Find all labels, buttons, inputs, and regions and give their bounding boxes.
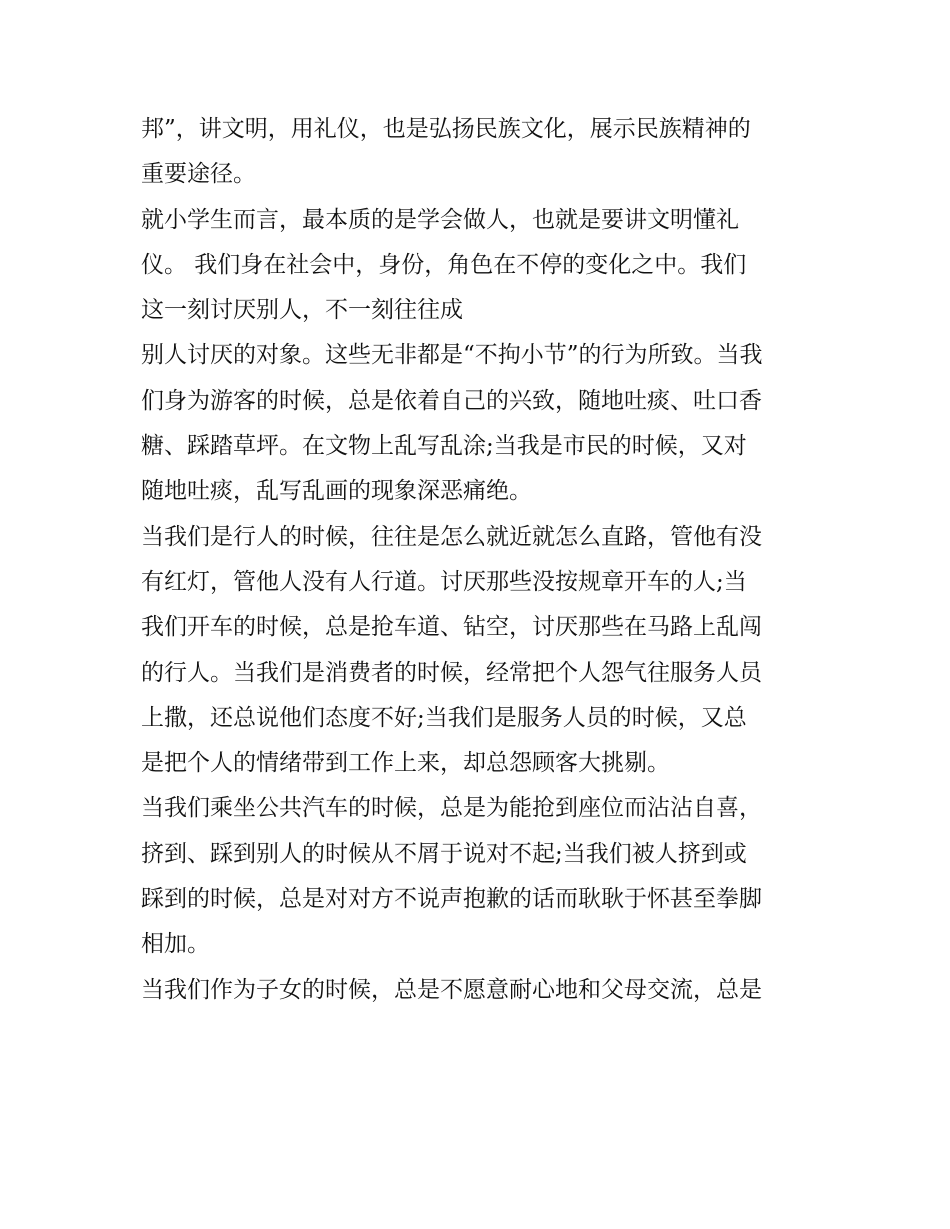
- text-line: 当我们作为子女的时候，总是不愿意耐心地和父母交流，总是: [141, 976, 762, 1003]
- text-line: 上撒，还总说他们态度不好;当我们是服务人员的时候，又总: [141, 704, 747, 731]
- body-text: [141, 107, 821, 1013]
- text-line: 挤到、踩到别人的时候从不屑于说对不起;当我们被人挤到或: [141, 840, 747, 867]
- text-line: 当我们是行人的时候，往往是怎么就近就怎么直路，管他有没: [141, 523, 762, 550]
- text-line: 就小学生而言，最本质的是学会做人，也就是要讲文明懂礼: [141, 206, 739, 233]
- text-line: 仪。 我们身在社会中，身份，角色在不停的变化之中。我们: [141, 251, 747, 278]
- text-line: 重要途径。: [141, 161, 256, 188]
- text-line: 的行人。当我们是消费者的时候，经常把个人怨气往服务人员: [141, 659, 762, 686]
- text-line: 是把个人的情绪带到工作上来，却总怨顾客大挑剔。: [141, 750, 670, 777]
- text-line: 有红灯，管他人没有人行道。讨厌那些没按规章开车的人;当: [141, 568, 747, 595]
- text-line: 随地吐痰，乱写乱画的现象深恶痛绝。: [141, 478, 532, 505]
- text-line: 们身为游客的时候，总是依着自己的兴致，随地吐痰、吐口香: [141, 387, 762, 414]
- text-line: 别人讨厌的对象。这些无非都是“不拘小节”的行为所致。当我: [141, 342, 763, 369]
- text-line: 这一刻讨厌别人，不一刻往往成: [141, 297, 463, 324]
- text-line: 糖、踩踏草坪。在文物上乱写乱涂;当我是市民的时候，又对: [141, 433, 747, 460]
- text-line: 踩到的时候，总是对对方不说声抱歉的话而耿耿于怀甚至拳脚: [141, 886, 762, 913]
- text-line: 相加。: [141, 931, 210, 958]
- text-line: 当我们乘坐公共汽车的时候，总是为能抢到座位而沾沾自喜，: [141, 795, 762, 822]
- text-line: 邦”，讲文明，用礼仪，也是弘扬民族文化，展示民族精神的: [141, 116, 751, 142]
- text-line: 我们开车的时候，总是抢车道、钻空，讨厌那些在马路上乱闯: [141, 614, 762, 641]
